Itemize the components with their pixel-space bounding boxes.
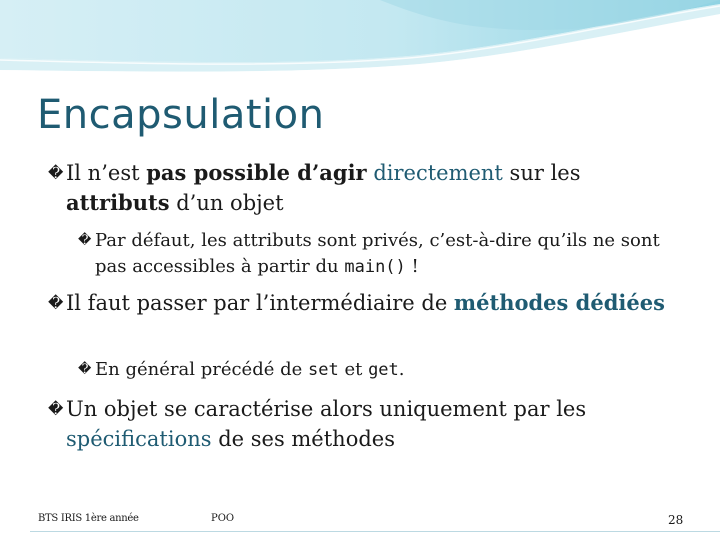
footer-center: POO bbox=[211, 513, 235, 524]
text-run-highlight-bold: méthodes dédiées bbox=[453, 290, 665, 315]
text-run-bold: pas possible d’agir bbox=[146, 160, 367, 185]
bullet-2-1 bbox=[78, 357, 688, 383]
text-run: Par défaut, les attributs sont privés, c’est-à-dire qu’ils ne sont pas accessibles à partir du bbox=[95, 230, 660, 277]
slide-title: Encapsulation bbox=[37, 92, 325, 138]
footer-left: BTS IRIS 1ère année bbox=[38, 513, 139, 524]
header-wave-decoration bbox=[0, 0, 720, 80]
code-main: main() bbox=[344, 257, 406, 277]
bullet-marker-icon: � bbox=[48, 294, 64, 312]
text-run: ! bbox=[405, 256, 419, 277]
bullet-marker-icon: � bbox=[78, 362, 92, 377]
bullet-3 bbox=[48, 394, 668, 454]
footer-divider bbox=[30, 531, 720, 532]
bullet-2-text bbox=[48, 288, 668, 318]
bullet-1 bbox=[48, 158, 668, 218]
text-run: Un objet se caractérise alors uniquement par les bbox=[66, 397, 587, 421]
text-run: d’un objet bbox=[169, 191, 284, 215]
bullet-marker-icon: � bbox=[48, 400, 64, 418]
code-get: get bbox=[368, 360, 399, 380]
text-run: . bbox=[398, 359, 405, 380]
bullet-1-1 bbox=[78, 228, 688, 280]
bullet-2-1-text bbox=[78, 357, 688, 383]
text-run: En général précédé de bbox=[95, 359, 308, 380]
bullet-marker-icon: � bbox=[78, 233, 92, 248]
text-run: Il n’est bbox=[66, 161, 147, 185]
bullet-3-text bbox=[48, 394, 668, 454]
bullet-1-text bbox=[48, 158, 668, 218]
text-run: de ses méthodes bbox=[211, 427, 395, 451]
text-run: Il faut passer par l’intermédiaire de bbox=[66, 291, 454, 315]
text-run-highlight: directement bbox=[373, 161, 503, 185]
code-set: set bbox=[308, 360, 339, 380]
text-run-bold: attributs bbox=[66, 190, 170, 215]
bullet-marker-icon: � bbox=[48, 164, 64, 182]
text-run-highlight: spécifications bbox=[66, 427, 212, 451]
text-run: et bbox=[338, 359, 369, 380]
text-run: sur les bbox=[502, 161, 581, 185]
bullet-1-1-text bbox=[78, 228, 688, 280]
bullet-2 bbox=[48, 288, 668, 318]
page-number: 28 bbox=[668, 513, 684, 527]
